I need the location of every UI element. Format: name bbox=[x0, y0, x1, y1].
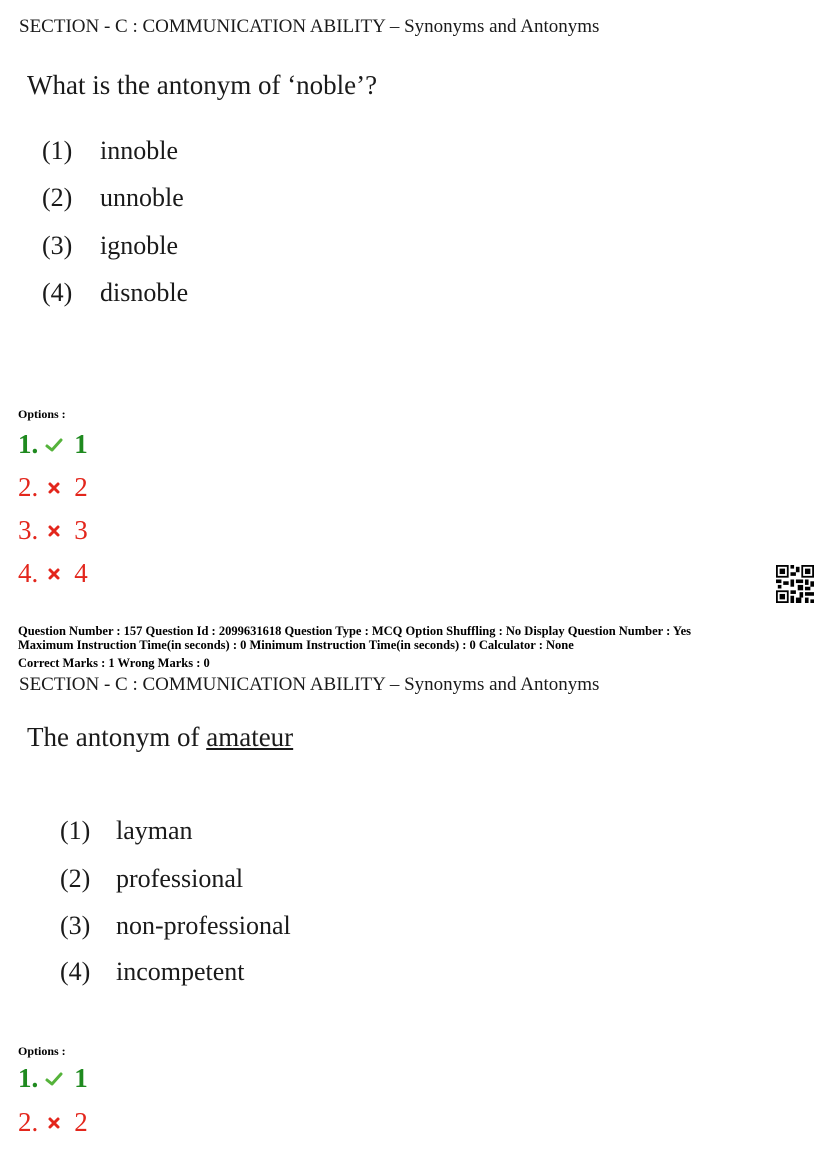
choice-text: ignoble bbox=[100, 231, 178, 260]
choice-item bbox=[42, 278, 188, 308]
cross-icon bbox=[44, 478, 64, 498]
option-index: 2. bbox=[18, 1107, 39, 1137]
qr-code-icon bbox=[776, 565, 814, 603]
cross-icon bbox=[44, 521, 64, 541]
option-index: 1. bbox=[18, 429, 39, 459]
option-row-wrong bbox=[18, 558, 88, 589]
choice-number: (3) bbox=[60, 911, 91, 940]
cross-icon bbox=[44, 564, 64, 584]
choice-item bbox=[60, 864, 243, 894]
choice-item bbox=[42, 183, 184, 213]
choice-item bbox=[60, 816, 193, 846]
option-index: 2. bbox=[18, 472, 39, 502]
option-row-correct bbox=[18, 429, 88, 460]
check-icon bbox=[44, 1069, 64, 1089]
option-index: 1. bbox=[18, 1063, 39, 1093]
section-heading: SECTION - C : COMMUNICATION ABILITY – Synonyms and Antonyms bbox=[19, 16, 600, 37]
option-index: 3. bbox=[18, 515, 39, 545]
option-value: 1 bbox=[74, 1063, 88, 1093]
check-icon bbox=[44, 435, 64, 455]
options-label: Options : bbox=[18, 407, 66, 421]
option-row-correct bbox=[18, 1063, 88, 1094]
question-text bbox=[27, 722, 293, 753]
choice-text: non-professional bbox=[116, 911, 291, 940]
choice-item bbox=[60, 911, 291, 941]
option-value: 1 bbox=[74, 429, 88, 459]
question-meta-line2: Maximum Instruction Time(in seconds) : 0 Minimum Instruction Time(in seconds) : 0 Calculator : None bbox=[18, 638, 574, 652]
choice-item bbox=[42, 231, 178, 261]
question-meta-line3: Correct Marks : 1 Wrong Marks : 0 bbox=[18, 656, 210, 670]
option-value: 2 bbox=[74, 472, 88, 502]
option-value: 4 bbox=[74, 558, 88, 588]
choice-text: disnoble bbox=[100, 278, 189, 307]
choice-item bbox=[42, 136, 178, 166]
question-prefix: The antonym of bbox=[27, 722, 207, 752]
choice-number: (4) bbox=[42, 278, 73, 307]
option-row-wrong bbox=[18, 472, 88, 503]
choice-text: layman bbox=[116, 816, 193, 845]
choice-number: (2) bbox=[60, 864, 91, 893]
options-label: Options : bbox=[18, 1044, 66, 1058]
section-heading: SECTION - C : COMMUNICATION ABILITY – Synonyms and Antonyms bbox=[19, 674, 600, 695]
question-meta-line1: Question Number : 157 Question Id : 2099631618 Question Type : MCQ Option Shuffling : No Display Question Number : Yes bbox=[18, 624, 691, 638]
choice-text: unnoble bbox=[100, 183, 184, 212]
option-value: 3 bbox=[74, 515, 88, 545]
option-row-wrong bbox=[18, 1107, 88, 1138]
question-text: What is the antonym of ‘noble’? bbox=[27, 70, 378, 100]
choice-item bbox=[60, 957, 245, 987]
choice-number: (2) bbox=[42, 183, 73, 212]
option-index: 4. bbox=[18, 558, 39, 588]
question-keyword: amateur bbox=[206, 722, 294, 752]
choice-text: professional bbox=[116, 864, 244, 893]
choice-number: (1) bbox=[60, 816, 91, 845]
option-value: 2 bbox=[74, 1107, 88, 1137]
choice-text: incompetent bbox=[116, 957, 245, 986]
choice-number: (3) bbox=[42, 231, 73, 260]
cross-icon bbox=[44, 1113, 64, 1133]
choice-number: (4) bbox=[60, 957, 91, 986]
choice-text: innoble bbox=[100, 136, 178, 165]
choice-number: (1) bbox=[42, 136, 73, 165]
option-row-wrong bbox=[18, 515, 88, 546]
